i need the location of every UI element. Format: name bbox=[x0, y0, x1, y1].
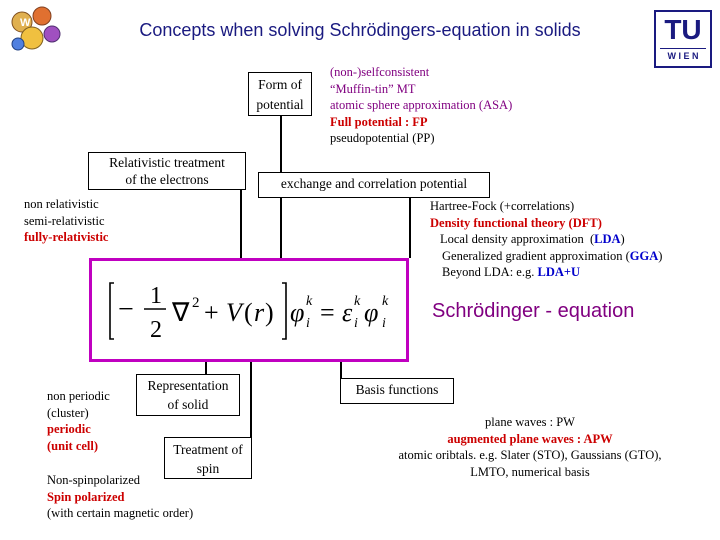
tu-logo-small: W I E N bbox=[667, 51, 699, 61]
representation-box-label-1: Representation bbox=[147, 378, 229, 393]
connector-exchange-v bbox=[409, 196, 411, 258]
spin-list bbox=[47, 472, 193, 522]
exchange-item: Density functional theory (DFT) bbox=[430, 215, 602, 230]
basis-item: LMTO, numerical basis bbox=[470, 464, 590, 479]
svg-text:∇: ∇ bbox=[172, 298, 190, 327]
equation-numerator: 1 bbox=[150, 283, 162, 309]
representation-box bbox=[136, 374, 240, 416]
relativistic-box bbox=[88, 152, 246, 190]
connector-spin bbox=[250, 362, 252, 437]
spin-box-label-2: spin bbox=[196, 461, 220, 476]
svg-text:k: k bbox=[354, 294, 361, 309]
svg-text:φ: φ bbox=[290, 298, 305, 327]
potential-box bbox=[248, 72, 312, 116]
spin-box-label-1: Treatment of bbox=[173, 442, 243, 457]
svg-text:r: r bbox=[254, 298, 265, 327]
representation-item: (unit cell) bbox=[47, 438, 99, 453]
exchange-item-lda: Local density approximation (LDA) bbox=[440, 232, 625, 246]
svg-text:k: k bbox=[382, 294, 389, 309]
basis-box bbox=[340, 378, 454, 404]
relativistic-box-label-2: of the electrons bbox=[125, 172, 209, 187]
page-title: Concepts when solving Schrödingers-equation in solids bbox=[139, 20, 581, 40]
svg-text:=: = bbox=[320, 298, 335, 327]
svg-text:k: k bbox=[306, 294, 313, 309]
potential-box-label-1: Form of bbox=[258, 77, 302, 92]
relativistic-item: non relativistic bbox=[24, 197, 99, 211]
svg-text:(: ( bbox=[244, 298, 253, 327]
potential-item: pseudopotential (PP) bbox=[330, 131, 435, 145]
representation-box-label-2: of solid bbox=[167, 397, 209, 412]
exchange-box-label: exchange and correlation potential bbox=[280, 176, 468, 191]
schrodinger-equation-graphic bbox=[92, 261, 406, 359]
relativistic-item: fully-relativistic bbox=[24, 230, 109, 244]
relativistic-item: semi-relativistic bbox=[24, 213, 105, 228]
exchange-item: Hartree-Fock (+correlations) bbox=[430, 199, 575, 213]
svg-text:i: i bbox=[354, 316, 358, 331]
basis-item: augmented plane waves : APW bbox=[447, 431, 613, 446]
connector-relativistic bbox=[240, 190, 242, 258]
svg-text:ε: ε bbox=[342, 298, 353, 327]
exchange-box bbox=[258, 172, 490, 198]
exchange-list bbox=[430, 198, 662, 281]
representation-item: periodic bbox=[47, 422, 91, 436]
spin-item: Spin polarized bbox=[47, 489, 125, 504]
wien2k-logo-text: W bbox=[20, 17, 31, 29]
tu-logo-big: TU bbox=[664, 14, 702, 45]
potential-list bbox=[330, 64, 512, 147]
spin-item: Non-spinpolarized bbox=[47, 473, 141, 487]
spin-item: (with certain magnetic order) bbox=[47, 506, 194, 520]
svg-text:i: i bbox=[306, 316, 310, 331]
connector-representation bbox=[205, 362, 207, 374]
svg-text:−: − bbox=[118, 294, 134, 325]
svg-text:i: i bbox=[382, 316, 386, 331]
potential-item: “Muffin-tin” MT bbox=[330, 81, 416, 96]
representation-item: non periodic bbox=[47, 389, 110, 403]
potential-box-label-2: potential bbox=[256, 97, 304, 112]
basis-item: plane waves : PW bbox=[485, 415, 575, 429]
representation-list bbox=[47, 388, 110, 454]
svg-text:+: + bbox=[204, 298, 219, 327]
svg-text:V: V bbox=[226, 298, 242, 327]
potential-item: (non-)selfconsistent bbox=[330, 65, 430, 79]
equation-frame bbox=[89, 258, 409, 362]
exchange-item-ldau: Beyond LDA: e.g. LDA+U bbox=[442, 265, 581, 279]
basis-list bbox=[370, 414, 690, 480]
basis-box-label: Basis functions bbox=[355, 382, 439, 397]
exchange-item-gga: Generalized gradient approximation (GGA) bbox=[442, 248, 663, 263]
basis-item: atomic oribtals. e.g. Slater (STO), Gaussians (GTO), bbox=[398, 448, 662, 462]
svg-text:2: 2 bbox=[192, 295, 200, 311]
svg-text:): ) bbox=[265, 298, 274, 327]
relativistic-list bbox=[24, 196, 108, 246]
equation-label: Schrödinger - equation bbox=[432, 300, 635, 322]
potential-item: atomic sphere approximation (ASA) bbox=[330, 98, 513, 112]
equation-denominator: 2 bbox=[150, 317, 162, 343]
relativistic-box-label-1: Relativistic treatment bbox=[109, 155, 225, 170]
representation-item: (cluster) bbox=[47, 405, 89, 420]
svg-text:φ: φ bbox=[364, 298, 379, 327]
potential-item: Full potential : FP bbox=[330, 114, 428, 129]
